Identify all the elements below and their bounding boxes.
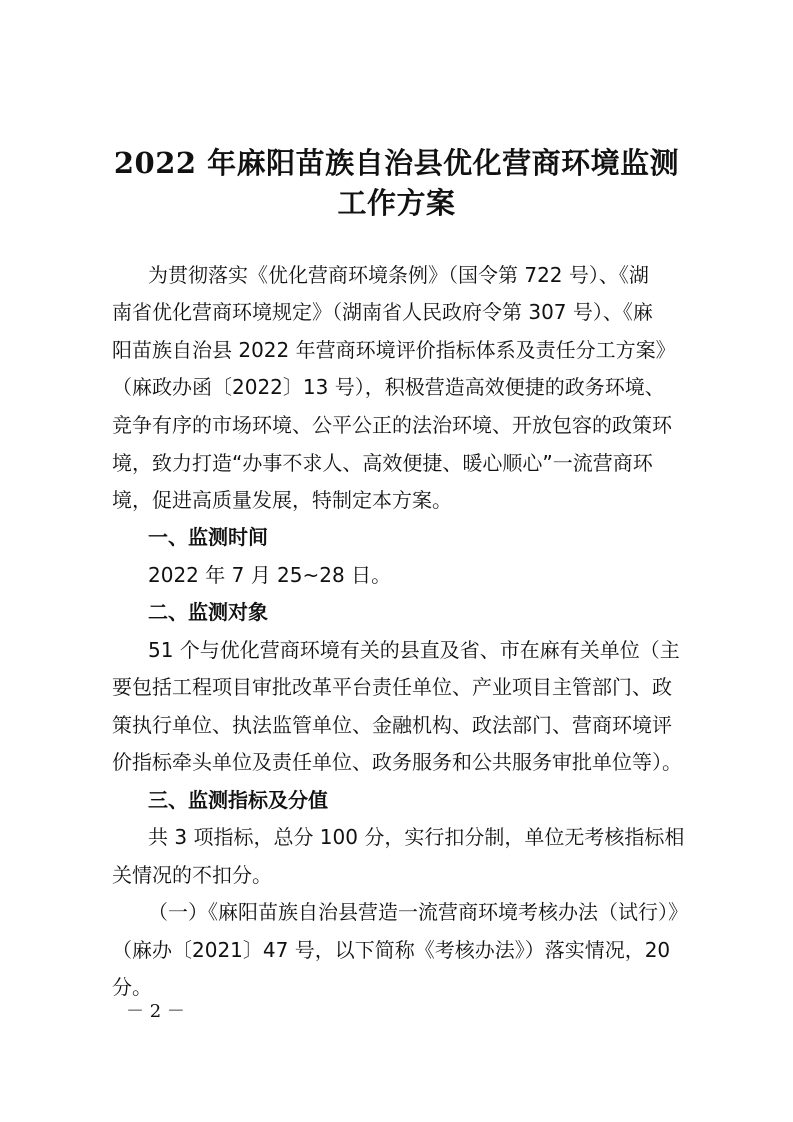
intro-line-6: 境，致力打造“办事不求人、高效便捷、暖心顺心”一流营商环 <box>112 451 653 475</box>
section-heading-monitoring-objects: 二、监测对象 <box>148 600 268 624</box>
indicators-line-1: 共 3 项指标，总分 100 分，实行扣分制，单位无考核指标相 <box>148 825 685 849</box>
page-number: － 2 － <box>126 1001 185 1022</box>
intro-line-2: 南省优化营商环境规定》（湖南省人民政府令第 307 号）、《麻 <box>112 300 653 324</box>
section-heading-monitoring-time: 一、监测时间 <box>148 525 268 549</box>
monitoring-objects-line-1: 51 个与优化营商环境有关的县直及省、市在麻有关单位（主 <box>148 638 680 662</box>
monitoring-objects-line-3: 策执行单位、执法监管单位、金融机构、政法部门、营商环境评 <box>112 713 672 737</box>
intro-line-4: （麻政办函〔2022〕13 号），积极营造高效便捷的政务环境、 <box>112 375 665 399</box>
document-title-line-2: 工作方案 <box>337 186 456 220</box>
monitoring-objects-line-4: 价指标牵头单位及责任单位、政务服务和公共服务审批单位等）。 <box>112 750 682 774</box>
indicators-line-2: 关情况的不扣分。 <box>112 863 272 887</box>
monitoring-objects-line-2: 要包括工程项目审批改革平台责任单位、产业项目主管部门、政 <box>112 675 672 699</box>
indicator-item-1-line-1: （一）《麻阳苗族自治县营造一流营商环境考核办法（试行）》 <box>148 900 688 924</box>
intro-line-3: 阳苗族自治县 2022 年营商环境评价指标体系及责任分工方案》 <box>112 338 676 362</box>
document-title-line-1: 2022 年麻阳苗族自治县优化营商环境监测 <box>113 146 680 180</box>
monitoring-time-text: 2022 年 7 月 25~28 日。 <box>148 563 392 587</box>
intro-line-5: 竞争有序的市场环境、公平公正的法治环境、开放包容的政策环 <box>112 413 672 437</box>
intro-line-7: 境，促进高质量发展，特制定本方案。 <box>112 488 452 512</box>
intro-line-1: 为贯彻落实《优化营商环境条例》（国令第 722 号）、《湖 <box>148 263 649 287</box>
section-heading-indicators: 三、监测指标及分值 <box>148 788 328 812</box>
indicator-item-1-line-2: （麻办〔2021〕47 号，以下简称《考核办法》）落实情况，20 <box>112 938 671 962</box>
indicator-item-1-line-3: 分。 <box>112 975 152 999</box>
